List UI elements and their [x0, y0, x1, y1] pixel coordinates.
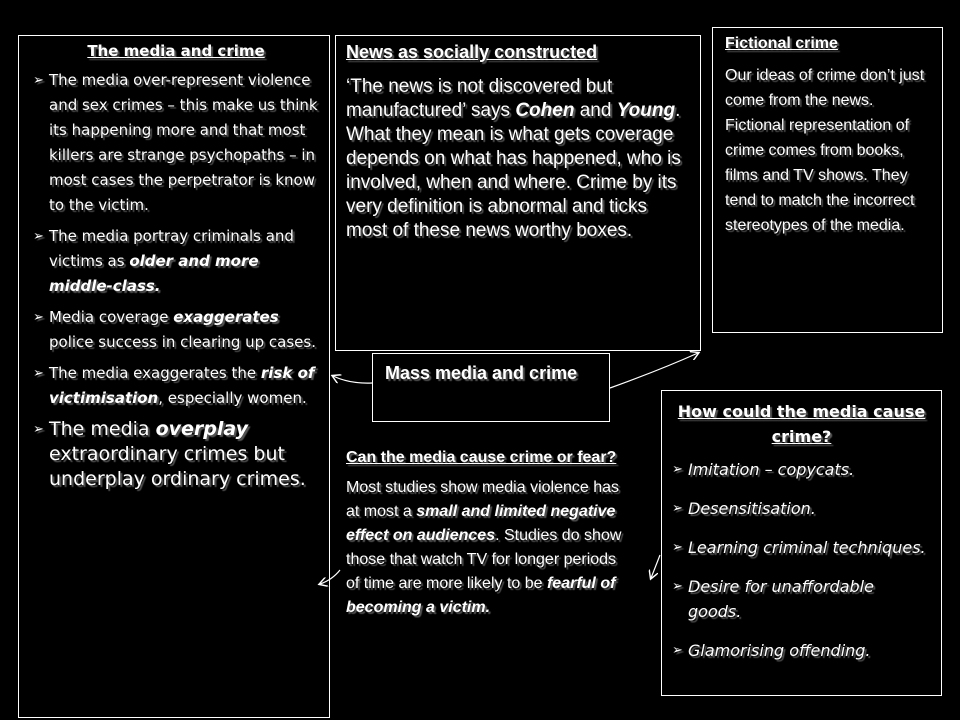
arrow-to-left-box: [333, 376, 372, 383]
text-run: , especially women.: [158, 389, 307, 407]
arrow-to-news-box: [610, 353, 698, 388]
text-run: . What they mean is what gets coverage depends on what has happened, who is involved, when and where. Crime by its very definition is abnormal and ticks most of these news worthy boxes.: [346, 100, 681, 241]
list-item-text: [49, 305, 319, 355]
how-media-cause-crime-title: How could the media cause crime?: [677, 402, 926, 446]
list-item-text: [49, 361, 319, 411]
text-run: police success in clearing up cases.: [49, 333, 316, 351]
text-run: The media: [49, 418, 156, 440]
emphasis-text: Young: [616, 100, 676, 121]
list-item-text: Desensitisation.: [688, 499, 816, 518]
how-media-cause-crime-box: [661, 390, 942, 696]
news-constructed-box: [335, 35, 701, 351]
list-item-text: Learning criminal techniques.: [688, 538, 926, 557]
news-constructed-title: News as socially constructed: [346, 42, 598, 62]
list-item: [672, 574, 931, 624]
emphasis-text: Cohen: [515, 100, 575, 121]
list-item: [33, 305, 319, 355]
list-item: [672, 496, 931, 521]
list-item: [33, 361, 319, 411]
text-run: The media portray criminals and victims as: [49, 227, 294, 270]
text-run: Most studies show media violence has at most a: [346, 479, 620, 520]
can-media-cause-crime-title: Can the media cause crime or fear?: [346, 449, 617, 466]
text-run: . Studies do show those that watch TV for longer periods of time are more likely to be: [346, 527, 622, 592]
arrow-bullet-icon: ➢: [672, 462, 683, 477]
mass-media-center-box: [372, 353, 610, 422]
arrow-bullet-icon: ➢: [33, 310, 44, 325]
arrow-bullet-icon: ➢: [33, 229, 44, 244]
text-run: The media exaggerates the: [49, 364, 261, 382]
list-item-text: [49, 417, 319, 492]
list-item-text: Desire for unaffordable goods.: [688, 577, 874, 621]
arrow-bullet-icon: ➢: [33, 422, 44, 437]
list-item-text: Glamorising offending.: [688, 641, 871, 660]
fictional-crime-title: Fictional crime: [725, 35, 838, 52]
emphasis-text: risk of victimisation: [49, 364, 315, 407]
text-run: The media over-represent violence and sex crimes – this make us think its happening more and that most killers are strange psychopaths – in most cases the perpetrator is know to the victim.: [49, 71, 318, 214]
arrow-bullet-icon: ➢: [672, 579, 683, 594]
emphasis-text: older and more middle-class.: [49, 252, 259, 295]
mass-media-title: Mass media and crime: [385, 363, 578, 383]
list-item-text: [49, 68, 319, 218]
emphasis-text: exaggerates: [173, 308, 279, 326]
media-and-crime-box: [18, 35, 330, 718]
can-media-cause-crime-section: [346, 446, 630, 620]
media-and-crime-title: The media and crime: [87, 42, 265, 60]
list-item: [33, 224, 319, 299]
text-run: extraordinary crimes but underplay ordinary crimes.: [49, 443, 306, 490]
fictional-crime-body: Our ideas of crime don’t just come from the news. Fictional representation of crime comes from books, films and TV shows. They tend to match the incorrect stereotypes of the media.: [725, 67, 925, 234]
arrow-bullet-icon: ➢: [33, 366, 44, 381]
list-item: [33, 417, 319, 492]
list-item: [672, 638, 931, 663]
list-item-text: Imitation – copycats.: [688, 460, 855, 479]
arrow-bullet-icon: ➢: [672, 643, 683, 658]
arrow-bullet-icon: ➢: [672, 540, 683, 555]
list-item-text: [49, 224, 319, 299]
emphasis-text: small and limited negative effect on audiences: [346, 503, 616, 544]
list-item: [33, 68, 319, 218]
text-run: ‘The news is not discovered but manufactured’ says: [346, 76, 613, 121]
media-and-crime-list: [33, 68, 319, 492]
how-media-cause-crime-list: [672, 457, 931, 663]
fictional-crime-box: [712, 27, 943, 333]
arrow-bullet-icon: ➢: [672, 501, 683, 516]
arrow-to-how-box: [651, 555, 660, 578]
can-media-cause-crime-body: [346, 476, 630, 620]
emphasis-text: fearful of becoming a victim.: [346, 575, 616, 616]
news-constructed-body: [346, 75, 690, 243]
arrow-bullet-icon: ➢: [33, 73, 44, 88]
emphasis-text: overplay: [155, 418, 249, 440]
text-run: Media coverage: [49, 308, 174, 326]
list-item: [672, 457, 931, 482]
list-item: [672, 535, 931, 560]
text-run: and: [574, 100, 617, 121]
